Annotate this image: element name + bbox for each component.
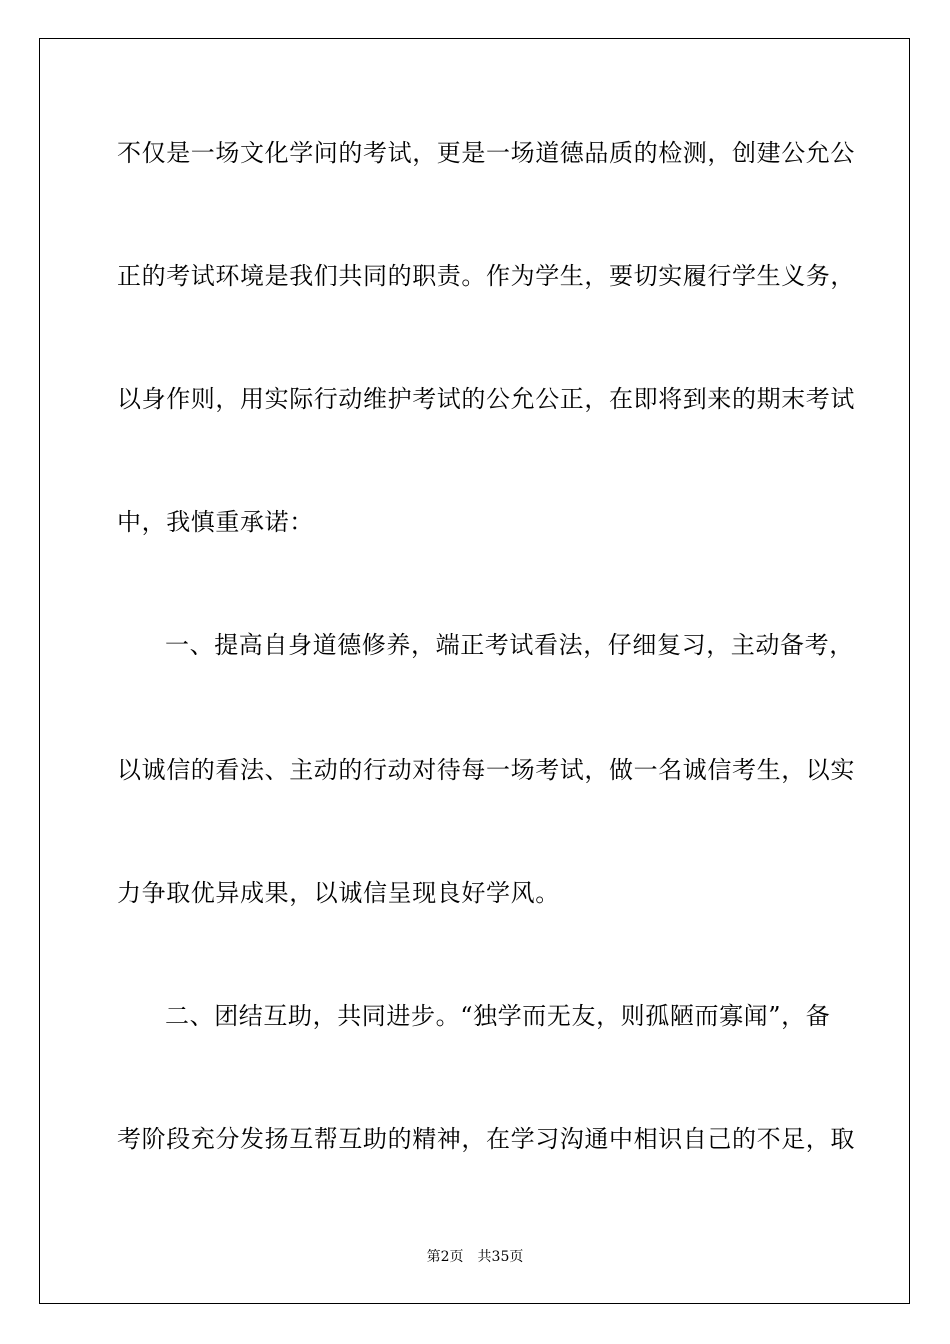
body-text-line: 不仅是一场文化学问的考试，更是一场道德品质的检测，创建公允公 bbox=[117, 139, 855, 167]
page-footer bbox=[0, 1248, 950, 1266]
body-text-line: 力争取优异成果，以诚信呈现良好学风。 bbox=[117, 879, 560, 907]
paragraph-first-line: 二、团结互助，共同进步。“独学而无友，则孤陋而寡闻”，备 bbox=[165, 1002, 831, 1030]
page-total: 共35页 bbox=[477, 1249, 524, 1265]
page-number: 第2页 bbox=[426, 1249, 464, 1265]
body-text-line: 以诚信的看法、主动的行动对待每一场考试，做一名诚信考生，以实 bbox=[117, 756, 855, 784]
body-text-line: 中，我慎重承诺： bbox=[117, 508, 314, 536]
body-text-line: 正的考试环境是我们共同的职责。作为学生，要切实履行学生义务， bbox=[117, 262, 855, 290]
body-text-line: 考阶段充分发扬互帮互助的精神，在学习沟通中相识自己的不足，取 bbox=[117, 1125, 855, 1153]
body-text-line: 以身作则，用实际行动维护考试的公允公正，在即将到来的期末考试 bbox=[117, 385, 855, 413]
page-border bbox=[39, 38, 910, 1304]
paragraph-first-line: 一、提高自身道德修养，端正考试看法，仔细复习，主动备考， bbox=[165, 631, 854, 659]
